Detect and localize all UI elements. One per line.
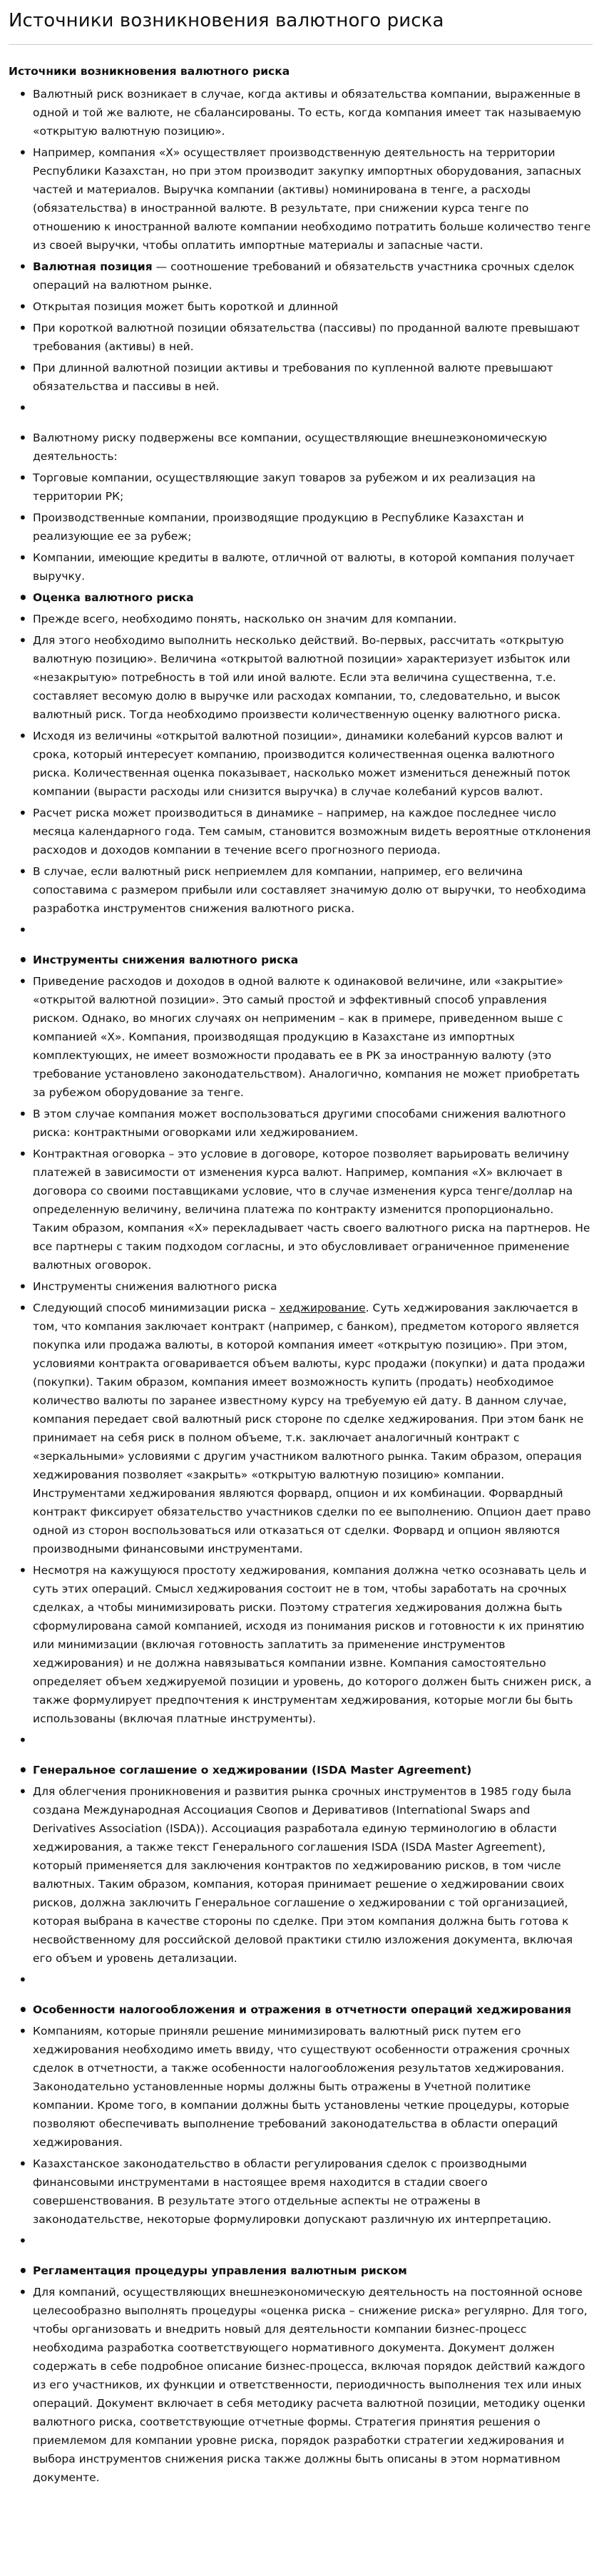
list-item: • Контрактная оговорка – это условие в договоре, которое позволяет варьировать величину платежей в зависимости от изменения курса валют. Например, компания «Х» включает в договора со своими поставщиками условие, что в случае изменения курса тенге/доллар на определенную величину, величина платежа по контракту изменится пропорционально. Таким образом, компания «Х» перекладывает часть своего валютного риска на партнеров. Не все партнеры с таким подходом согласны, и это обусловливает ограниченное применение валютных оговорок. — [33, 1145, 593, 1274]
list-item: • Исходя из величины «открытой валютной позиции», динамики колебаний курсов валют и срока, который интересует компанию, производится количественная оценка валютного риска. Количественная оценка показывает, насколько может измениться денежный поток компании (вырасти расходы или снизится выручка) в случае колебаний курсов валют. — [33, 727, 593, 801]
section-heading: • Регламентация процедуры управления валютным риском — [33, 2261, 593, 2280]
list-item: • Казахстанское законодательство в области регулирования сделок с производными финансовыми инструментами в настоящее время находится в стадии своего совершенствования. В результате этого отдельные аспекты не отражены в законодательстве, некоторые формулировки допускают различную их интерпретацию. — [33, 2155, 593, 2229]
list-item: • При длинной валютной позиции активы и требования по купленной валюте превышают обязательства и пассивы в ней. — [33, 359, 593, 396]
empty-bullet — [33, 1731, 593, 1749]
list-item: • Открытая позиция может быть короткой и длинной — [33, 297, 593, 316]
intro-heading: Источники возникновения валютного риска — [9, 65, 290, 78]
page-title: Источники возникновения валютного риска — [9, 10, 444, 31]
section-heading: • Инструменты снижения валютного риска — [33, 951, 593, 969]
list-item: • Валютный риск возникает в случае, когда активы и обязательства компании, выраженные в одной и той же валюте, не сбалансированы. То есть, когда компания имеет так называемую «открытую валютную позицию». — [33, 85, 593, 140]
paragraph-text: Следующий способ минимизации риска – — [33, 1302, 280, 1314]
content-list — [9, 85, 593, 2487]
empty-bullet — [33, 399, 593, 417]
section-heading: • Оценка валютного риска — [33, 588, 593, 607]
list-item: • Например, компания «Х» осуществляет производственную деятельность на территории Республики Казахстан, но при этом производит закупку импортных оборудования, запасных частей и материалов. Выручка компании (активы) номинирована в тенге, а расходы (обязательства) в иностранной валюте. В результате, при снижении курса тенге по отношению к иностранной валюте компании необходимо потратить больше количество тенге из своей выручки, чтобы оплатить импортные материалы и запасные части. — [33, 143, 593, 255]
list-item: • Для облегчения проникновения и развития рынка срочных инструментов в 1985 году была создана Международная Ассоциация Свопов и Деривативов (International Swaps and Derivatives Association (ISDA)). Ассоциация разработала единую терминологию в области хеджирования, а также текст Генерального соглашения ISDA (ISDA Master Agreement), который применяется для заключения контрактов по хеджированию рисков, в том числе валютных. Таким образом, компания, которая принимает решение о хеджировании своих рисков, должна заключить Генеральное соглашение о хеджировании с той организацией, которая выбрана в качестве стороны по сделке. При этом компания должна быть готова к несвойственному для российской деловой практики стилю изложения документа, включая его объем и уровень детализации. — [33, 1782, 593, 1968]
title-divider — [9, 44, 593, 45]
empty-bullet — [33, 2232, 593, 2250]
list-item: • Приведение расходов и доходов в одной валюте к одинаковой величине, или «закрытие» «открытой валютной позиции». Это самый простой и эффективный способ управления риском. Однако, во многих случаях он неприменим – как в примере, приведенном выше с компанией «Х». Компания, производящая продукцию в Казахстане из импортных комплектующих, не имеет возможности продавать ее в РК за иностранную валюту (это требование установлено законодательством). Аналогично, компания не может приобретать за рубежом оборудование за тенге. — [33, 972, 593, 1102]
list-item: • Компании, имеющие кредиты в валюте, отличной от валюты, в которой компания получает выручку. — [33, 548, 593, 586]
list-item: • В случае, если валютный риск неприемлем для компании, например, его величина сопоставима с размером прибыли или составляет значимую долю от выручки, то необходима разработка инструментов снижения валютного риска. — [33, 862, 593, 918]
list-item: • Прежде всего, необходимо понять, насколько он значим для компании. — [33, 610, 593, 628]
hedging-paragraph — [33, 1299, 593, 1558]
list-item: • Торговые компании, осуществляющие закуп товаров за рубежом и их реализация на территории РК; — [33, 469, 593, 506]
list-item: • При короткой валютной позиции обязательства (пассивы) по проданной валюте превышают требования (активы) в ней. — [33, 319, 593, 356]
empty-bullet — [33, 921, 593, 939]
definition-text: — соотношение требований и обязательств участника срочных сделок операций на валютном рынке. — [33, 260, 575, 292]
section-heading: • Генеральное соглашение о хеджировании (ISDA Master Agreement) — [33, 1761, 593, 1779]
list-item: • Для этого необходимо выполнить несколько действий. Во-первых, рассчитать «открытую валютную позицию». Величина «открытой валютной позиции» характеризует избыток или «незакрытую» потребность в той или иной валюте. Если эта величина существенна, т.е. составляет весомую долю в выручке или расходах компании, то, следовательно, и высок валютный риск. Тогда необходимо произвести количественную оценку валютного риска. — [33, 631, 593, 724]
list-item: • Инструменты снижения валютного риска — [33, 1277, 593, 1296]
definition-term: Валютная позиция — [33, 260, 153, 273]
list-item: • Расчет риска может производиться в динамике – например, на каждое последнее число месяца календарного года. Тем самым, становится возможным видеть вероятные отклонения расходов и доходов компании в течение всего прогнозного периода. — [33, 804, 593, 859]
section-heading: • Особенности налогообложения и отражения в отчетности операций хеджирования — [33, 2000, 593, 2019]
list-item: • Валютному риску подвержены все компании, осуществляющие внешнеэкономическую деятельность: — [33, 429, 593, 466]
hedging-link[interactable]: хеджирование — [279, 1302, 366, 1314]
list-item: • В этом случае компания может воспользоваться другими способами снижения валютного риска: контрактными оговорками или хеджированием. — [33, 1105, 593, 1142]
list-item: • Компаниям, которые приняли решение минимизировать валютный риск путем его хеджирования необходимо иметь ввиду, что существуют особенности отражения срочных сделок в отчетности, а также особенности налогообложения результатов хеджирования. Законодательно установленные нормы должны быть отражены в Учетной политике компании. Кроме того, в компании должны быть установлены четкие процедуры, которые позволяют обеспечивать выполнение требований законодательства в области операций хеджирования. — [33, 2022, 593, 2152]
empty-bullet — [33, 1971, 593, 1989]
list-item: • Производственные компании, производящие продукцию в Республике Казахстан и реализующие ее за рубеж; — [33, 508, 593, 546]
list-item: • Несмотря на кажущуюся простоту хеджирования, компания должна четко осознавать цель и суть этих операций. Смысл хеджирования состоит не в том, чтобы заработать на срочных сделках, а чтобы минимизировать риски. Поэтому стратегия хеджирования должна быть сформулирована самой компанией, исходя из понимания рисков и готовности к их принятию или минимизации (включая готовность заплатить за применение инструментов хеджирования) и не должна навязываться компании извне. Компания самостоятельно определяет объем хеджируемой позиции и уровень, до которого должен быть снижен риск, а также формулирует предпочтения к инструментам хеджирования, которые могли бы быть использованы (включая платные инструменты). — [33, 1561, 593, 1728]
list-item: • Для компаний, осуществляющих внешнеэкономическую деятельность на постоянной основе целесообразно выполнять процедуры «оценка риска – снижение риска» регулярно. Для того, чтобы организовать и внедрить новый для деятельности компании бизнес-процесс необходима разработка соответствующего нормативного документа. Документ должен содержать в себе подробное описание бизнес-процесса, включая порядок действий каждого из его участников, их функции и ответственности, периодичность выполнения тех или иных операций. Документ включает в себя методику расчета валютной позиции, методику оценки валютного риска, соответствующие отчетные формы. Стратегия принятия решения о приемлемом для компании уровне риска, порядок разработки стратегии хеджирования и выбора инструментов снижения риска также должны быть описаны в этом нормативном документе. — [33, 2283, 593, 2487]
paragraph-text: . Суть хеджирования заключается в том, что компания заключает контракт (например, с банком), предметом которого является покупка или продажа валюты, в которой компания имеет «открытую позицию». При этом, условиями контракта оговаривается объем валюты, курс продажи (покупки) и дата продажи (покупки). Таким образом, компания имеет возможность купить (продать) необходимое количество валюты по заранее известному курсу на требуемую ей дату. В данном случае, компания передает свой валютный риск стороне по сделке хеджирования. При этом банк не принимает на себя риск в полном объеме, т.к. заключает аналогичный контракт с «зеркальными» условиями с другим участником валютного рынка. Таким образом, операция хеджирования позволяет «закрыть» «открытую валютную позицию» компании. Инструментами хеджирования являются форвард, опцион и их комбинации. Форвардный контракт фиксирует обязательство участников сделки по ее выполнению. Опцион дает право одной из сторон воспользоваться или отказаться от сделки. Форвард и опцион являются производными финансовыми инструментами. — [33, 1302, 591, 1555]
definition-item — [33, 257, 593, 295]
